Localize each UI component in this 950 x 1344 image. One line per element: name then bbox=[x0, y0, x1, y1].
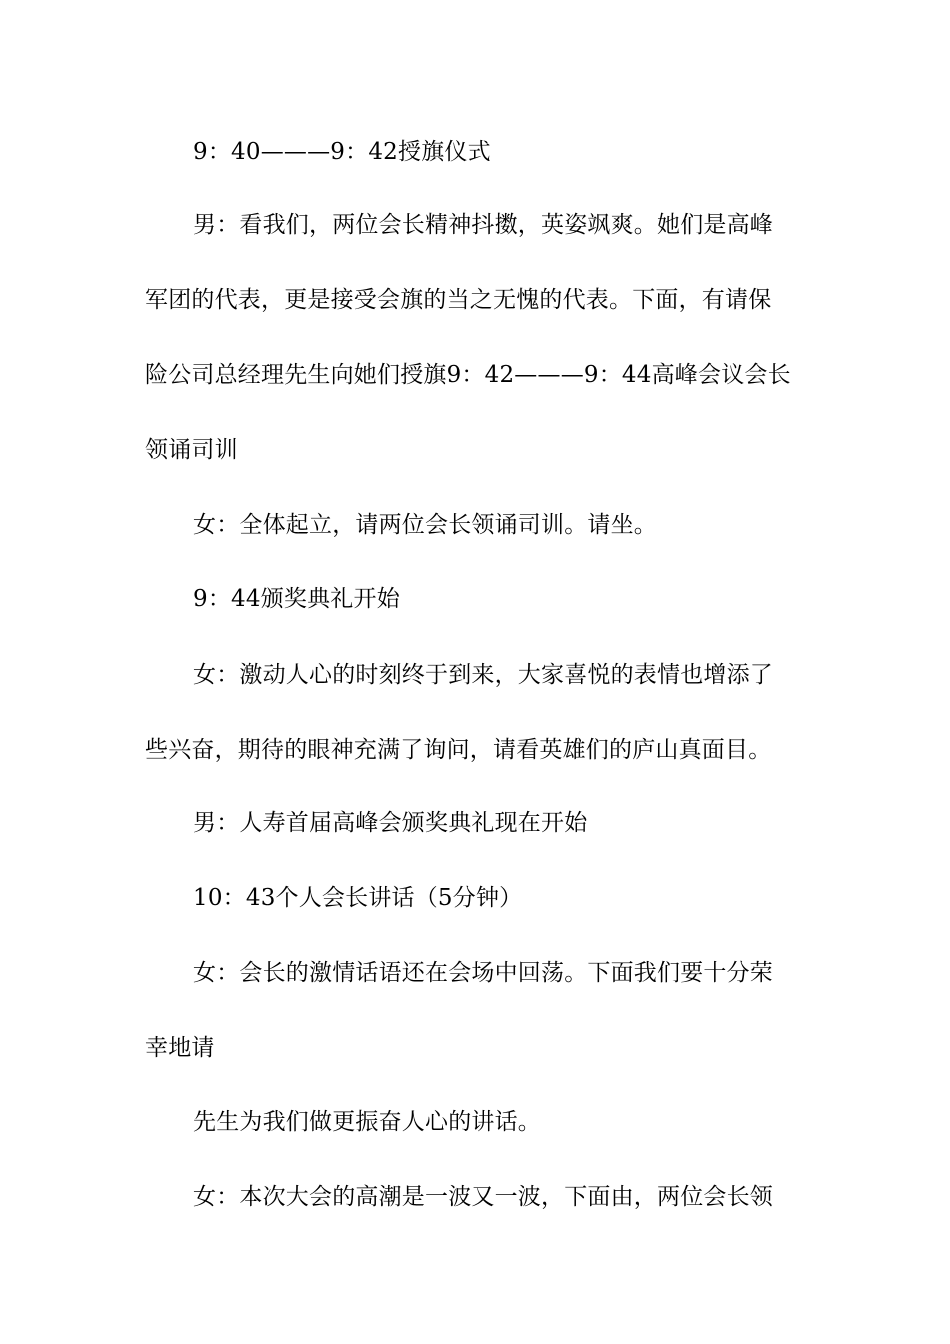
text-line-11: 10：43个人会长讲话（5分钟） bbox=[193, 885, 523, 911]
text-line-7: 9：44颁奖典礼开始 bbox=[193, 586, 400, 612]
text-line-12: 女：会长的激情话语还在会场中回荡。下面我们要十分荣 bbox=[193, 960, 773, 986]
text-line-6: 女：全体起立，请两位会长领诵司训。请坐。 bbox=[193, 512, 657, 538]
text-line-1: 9：40———9：42授旗仪式 bbox=[193, 139, 491, 165]
text-line-8: 女：激动人心的时刻终于到来，大家喜悦的表情也增添了 bbox=[193, 662, 773, 688]
text-line-9: 些兴奋，期待的眼神充满了询问，请看英雄们的庐山真面目。 bbox=[145, 737, 772, 763]
text-line-2: 男：看我们，两位会长精神抖擞，英姿飒爽。她们是高峰 bbox=[193, 212, 773, 238]
text-line-14: 先生为我们做更振奋人心的讲话。 bbox=[193, 1109, 541, 1135]
text-line-15: 女：本次大会的高潮是一波又一波，下面由，两位会长领 bbox=[193, 1184, 773, 1210]
text-line-13: 幸地请 bbox=[145, 1035, 215, 1061]
text-line-10: 男：人寿首届高峰会颁奖典礼现在开始 bbox=[193, 810, 588, 836]
text-line-5: 领诵司训 bbox=[145, 437, 238, 463]
text-line-3: 军团的代表，更是接受会旗的当之无愧的代表。下面，有请保 bbox=[145, 287, 772, 313]
text-line-4: 险公司总经理先生向她们授旗9：42———9：44高峰会议会长 bbox=[145, 362, 791, 388]
